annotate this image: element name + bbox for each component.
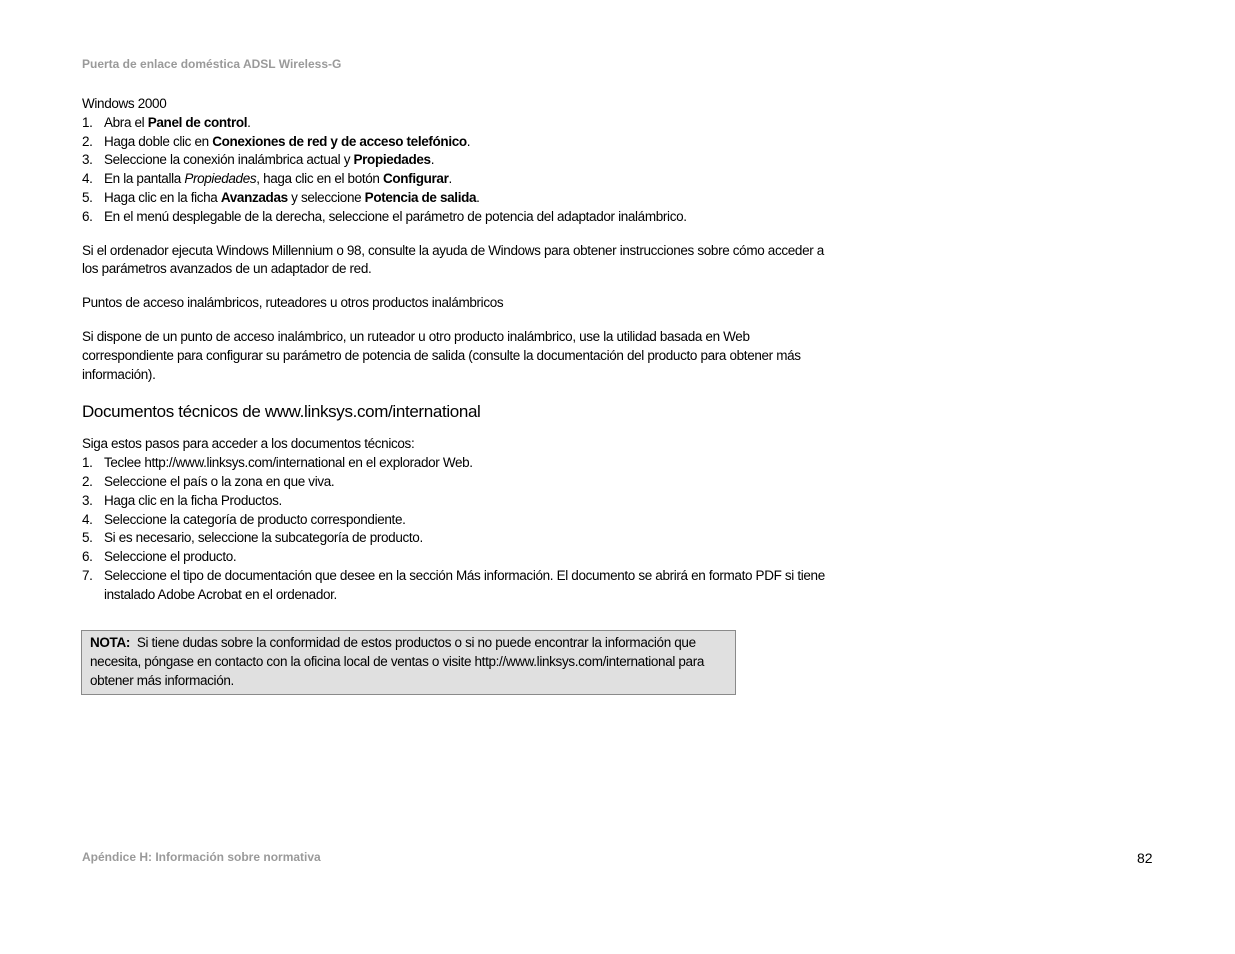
win2000-title: Windows 2000 xyxy=(82,96,167,111)
list-item: 3. Haga clic en la ficha Productos. xyxy=(82,492,282,508)
access-points-title: Puntos de acceso inalámbricos, ruteadores u otros productos inalámbricos xyxy=(82,295,504,311)
page-number: 82 xyxy=(1137,850,1153,866)
access-points-paragraph: Si dispone de un punto de acceso inalámbrico, un ruteador u otro producto inalámbrico, use la utilidad basada en Web correspondiente para configurar su parámetro de potencia de salida (consulte la documentación del producto para obtener más información). xyxy=(82,328,801,382)
docs-intro: Siga estos pasos para acceder a los documentos técnicos: xyxy=(82,436,415,452)
list-item: 6. En el menú desplegable de la derecha, seleccione el parámetro de potencia del adaptador inalámbrico. xyxy=(82,208,687,224)
list-item: 5. Si es necesario, seleccione la subcategoría de producto. xyxy=(82,530,423,546)
list-item: 2. Seleccione el país o la zona en que viva. xyxy=(82,473,335,489)
list-item: 2. Haga doble clic en Conexiones de red y de acceso telefónico. xyxy=(82,133,471,149)
note-label: NOTA: xyxy=(90,635,130,650)
docs-steps xyxy=(82,454,827,604)
note-box xyxy=(81,630,736,695)
page-content xyxy=(82,95,827,605)
millennium-paragraph: Si el ordenador ejecuta Windows Millennium o 98, consulte la ayuda de Windows para obtener instrucciones sobre cómo acceder a los parámetros avanzados de un adaptador de red. xyxy=(82,242,824,277)
section-title: Documentos técnicos de www.linksys.com/international xyxy=(82,402,481,422)
footer-chapter: Apéndice H: Información sobre normativa xyxy=(82,850,321,864)
list-item: 5. Haga clic en la ficha Avanzadas y seleccione Potencia de salida. xyxy=(82,189,480,205)
list-item: 1. Teclee http://www.linksys.com/international en el explorador Web. xyxy=(82,455,473,471)
list-item: 1. Abra el Panel de control. xyxy=(82,114,251,130)
list-item: 7. Seleccione el tipo de documentación que desee en la sección Más información. El documento se abrirá en formato PDF si tiene instalado Adobe Acrobat en el ordenador. xyxy=(82,567,825,602)
list-item: 4. En la pantalla Propiedades, haga clic en el botón Configurar. xyxy=(82,171,452,187)
note-text: Si tiene dudas sobre la conformidad de estos productos o si no puede encontrar la información que necesita, póngase en contacto con la oficina local de ventas o visite http://www.linksys.com/international para obtener más información. xyxy=(90,635,705,688)
win2000-steps xyxy=(82,114,827,227)
running-header: Puerta de enlace doméstica ADSL Wireless-G xyxy=(82,57,342,71)
list-item: 3. Seleccione la conexión inalámbrica actual y Propiedades. xyxy=(82,152,435,168)
list-item: 4. Seleccione la categoría de producto correspondiente. xyxy=(82,511,406,527)
list-item: 6. Seleccione el producto. xyxy=(82,549,237,565)
